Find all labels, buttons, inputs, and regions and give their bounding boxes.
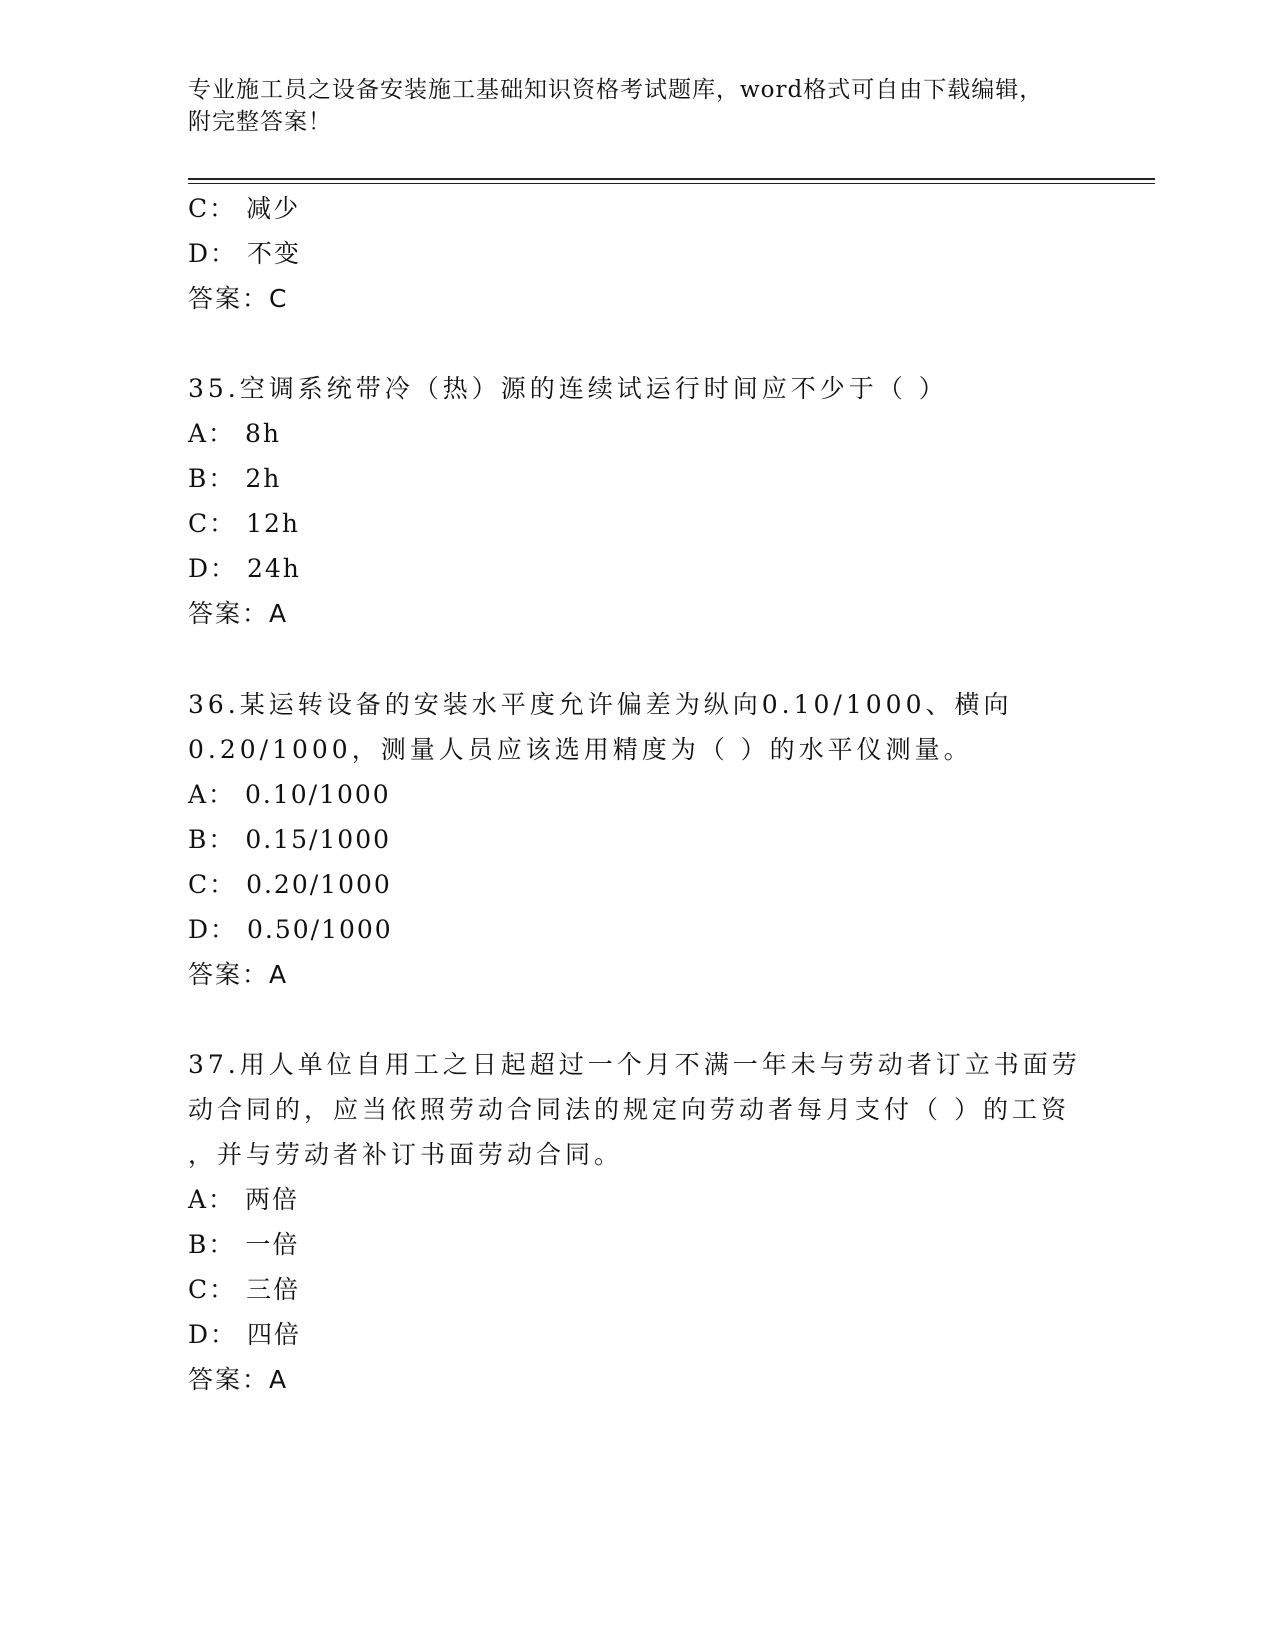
prev-option-c: C： 减少 <box>188 194 301 223</box>
question-36-text-line-1: 36.某运转设备的安装水平度允许偏差为纵向0.10/1000、横向 <box>188 690 1013 719</box>
question-35-option-c: C： 12h <box>188 509 300 538</box>
question-37-answer: 答案：A <box>188 1365 289 1394</box>
prev-option-d: D： 不变 <box>188 239 301 268</box>
question-37-text-line-1: 37.用人单位自用工之日起超过一个月不满一年未与劳动者订立书面劳 <box>188 1050 1081 1079</box>
question-36-option-c: C： 0.20/1000 <box>188 870 392 899</box>
question-35-option-a: A： 8h <box>188 419 282 448</box>
question-37-option-b: B： 一倍 <box>188 1230 300 1259</box>
question-37-option-d: D： 四倍 <box>188 1320 301 1349</box>
question-36-option-d: D： 0.50/1000 <box>188 915 393 944</box>
header-title-line-1: 专业施工员之设备安装施工基础知识资格考试题库，word格式可自由下载编辑， <box>188 77 1044 103</box>
question-35-option-d: D： 24h <box>188 554 301 583</box>
question-35-text: 35.空调系统带冷（热）源的连续试运行时间应不少于（ ） <box>188 374 948 403</box>
question-36-answer: 答案：A <box>188 960 289 989</box>
question-37-text-line-2: 动合同的，应当依照劳动合同法的规定向劳动者每月支付（ ）的工资 <box>188 1095 1070 1124</box>
document-header <box>188 74 1088 138</box>
header-divider-thick <box>188 178 1155 180</box>
header-title-line-2: 附完整答案！ <box>188 109 332 135</box>
question-36-text-line-2: 0.20/1000，测量人员应该选用精度为（ ）的水平仪测量。 <box>188 735 973 764</box>
question-36-option-b: B： 0.15/1000 <box>188 825 392 854</box>
question-37-option-c: C： 三倍 <box>188 1275 301 1304</box>
question-37-option-a: A： 两倍 <box>188 1185 300 1214</box>
question-37-text-line-3: ，并与劳动者补订书面劳动合同。 <box>188 1140 624 1169</box>
prev-answer: 答案：C <box>188 284 289 313</box>
question-35-option-b: B： 2h <box>188 464 282 493</box>
question-36-option-a: A： 0.10/1000 <box>188 780 391 809</box>
header-divider-thin <box>188 183 1155 184</box>
question-35-answer: 答案：A <box>188 599 289 628</box>
